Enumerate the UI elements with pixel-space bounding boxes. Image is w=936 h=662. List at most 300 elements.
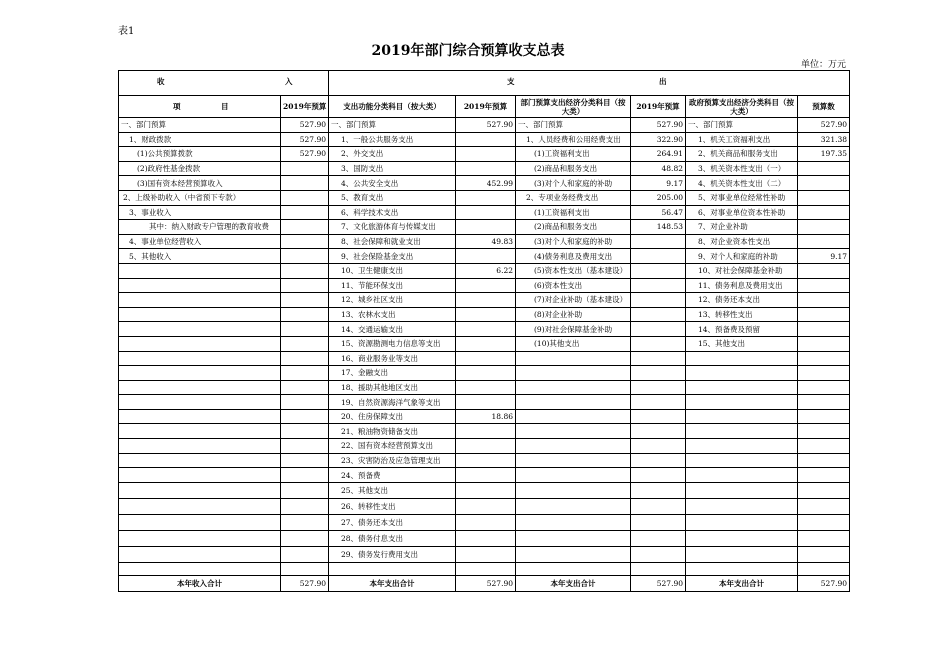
- gov-item: [686, 453, 798, 468]
- func-budget: [456, 546, 516, 562]
- dept-budget: [631, 249, 686, 264]
- func-item: 16、商业服务业等支出: [329, 351, 456, 366]
- func-item: 29、债务发行费用支出: [329, 546, 456, 562]
- gov-item: 2、机关商品和服务支出: [686, 147, 798, 162]
- table-row: [119, 147, 850, 162]
- income-budget: [281, 336, 329, 351]
- func-item: 12、城乡社区支出: [329, 293, 456, 308]
- func-budget: [456, 380, 516, 395]
- total-gov-label: 本年支出合计: [686, 575, 798, 591]
- func-item: 6、科学技术支出: [329, 205, 456, 220]
- income-item: [119, 278, 281, 293]
- income-budget: [281, 498, 329, 514]
- income-item: [119, 409, 281, 424]
- gov-item: [686, 514, 798, 530]
- table-row: [119, 424, 850, 439]
- income-item: 4、事业单位经营收入: [119, 234, 281, 249]
- income-budget: [281, 161, 329, 176]
- dept-budget: 56.47: [631, 205, 686, 220]
- table-row: [119, 351, 850, 366]
- func-item: 21、粮油物资储备支出: [329, 424, 456, 439]
- gov-item: 6、对事业单位资本性补助: [686, 205, 798, 220]
- dept-budget: [631, 234, 686, 249]
- func-item: 8、社会保障和就业支出: [329, 234, 456, 249]
- func-budget: [456, 293, 516, 308]
- income-item: 2、上级补助收入（中省预下专款）: [119, 190, 281, 205]
- total-func-value: 527.90: [456, 575, 516, 591]
- gov-item: 3、机关资本性支出（一）: [686, 161, 798, 176]
- gov-item: [686, 351, 798, 366]
- gov-item: 10、对社会保障基金补助: [686, 263, 798, 278]
- total-income-label: 本年收入合计: [119, 575, 281, 591]
- income-item: [119, 322, 281, 337]
- dept-budget: [631, 351, 686, 366]
- table-row: [119, 293, 850, 308]
- func-budget: [456, 424, 516, 439]
- table-row: [119, 468, 850, 483]
- dept-budget: [631, 366, 686, 381]
- dept-item: (2)商品和服务支出: [516, 161, 631, 176]
- table-row: [119, 546, 850, 562]
- budget-table: [118, 70, 850, 592]
- dept-item: (1)工资福利支出: [516, 205, 631, 220]
- col-func-header: 支出功能分类科目（按大类）: [329, 96, 456, 118]
- dept-budget: [631, 322, 686, 337]
- gov-budget: [798, 482, 850, 498]
- dept-budget: 205.00: [631, 190, 686, 205]
- func-budget: [456, 249, 516, 264]
- dept-item: (4)债务利息及费用支出: [516, 249, 631, 264]
- total-func-label: 本年支出合计: [329, 575, 456, 591]
- func-budget: [456, 322, 516, 337]
- dept-item: (8)对企业补助: [516, 307, 631, 322]
- table-row: [119, 482, 850, 498]
- gov-item: [686, 482, 798, 498]
- dept-item: (2)商品和服务支出: [516, 220, 631, 235]
- income-budget: 527.90: [281, 147, 329, 162]
- func-budget: [456, 205, 516, 220]
- income-item: [119, 453, 281, 468]
- dept-item: [516, 366, 631, 381]
- income-item: [119, 336, 281, 351]
- income-budget: [281, 546, 329, 562]
- gov-item: 11、债务利息及费用支出: [686, 278, 798, 293]
- func-budget: [456, 147, 516, 162]
- dept-budget: [631, 380, 686, 395]
- gov-budget: [798, 366, 850, 381]
- col-dept-econ-header: 部门预算支出经济分类科目（按大类）: [516, 96, 631, 118]
- expense-header: [329, 71, 850, 96]
- dept-budget: [631, 395, 686, 410]
- table-row: [119, 205, 850, 220]
- empty-cell: [456, 562, 516, 575]
- income-item: [119, 380, 281, 395]
- dept-item: 一、部门预算: [516, 118, 631, 133]
- gov-budget: [798, 293, 850, 308]
- dept-item: [516, 424, 631, 439]
- income-budget: [281, 220, 329, 235]
- gov-budget: 527.90: [798, 118, 850, 133]
- income-item: [119, 498, 281, 514]
- func-item: 18、援助其他地区支出: [329, 380, 456, 395]
- gov-budget: [798, 336, 850, 351]
- expense-header-char2: 出: [659, 77, 667, 86]
- dept-item: [516, 453, 631, 468]
- table-row: [119, 336, 850, 351]
- dept-budget: [631, 482, 686, 498]
- table-row: [119, 220, 850, 235]
- table-row: [119, 498, 850, 514]
- empty-cell: [119, 562, 281, 575]
- func-budget: [456, 190, 516, 205]
- gov-item: 5、对事业单位经常性补助: [686, 190, 798, 205]
- dept-item: (6)资本性支出: [516, 278, 631, 293]
- table-row: [119, 161, 850, 176]
- page-title: 2019年部门综合预算收支总表: [371, 43, 565, 59]
- income-budget: [281, 307, 329, 322]
- income-budget: [281, 424, 329, 439]
- func-budget: [456, 530, 516, 546]
- gov-item: 14、预备费及预留: [686, 322, 798, 337]
- empty-cell: [631, 562, 686, 575]
- empty-cell: [516, 562, 631, 575]
- income-header: [119, 71, 329, 96]
- gov-item: [686, 424, 798, 439]
- table-row: [119, 307, 850, 322]
- income-budget: 527.90: [281, 132, 329, 147]
- income-item: [119, 530, 281, 546]
- table-row: [119, 380, 850, 395]
- func-budget: [456, 395, 516, 410]
- dept-budget: [631, 468, 686, 483]
- func-item: 28、债务付息支出: [329, 530, 456, 546]
- gov-budget: [798, 278, 850, 293]
- dept-item: (3)对个人和家庭的补助: [516, 234, 631, 249]
- gov-item: 13、转移性支出: [686, 307, 798, 322]
- table-row: [119, 176, 850, 191]
- income-item: [119, 439, 281, 454]
- func-budget: 49.83: [456, 234, 516, 249]
- income-item: (3)国有资本经营预算收入: [119, 176, 281, 191]
- gov-budget: [798, 468, 850, 483]
- income-budget: [281, 190, 329, 205]
- gov-item: [686, 439, 798, 454]
- func-item: 26、转移性支出: [329, 498, 456, 514]
- gov-item: 4、机关资本性支出（二）: [686, 176, 798, 191]
- expense-header-char1: 支: [507, 77, 515, 86]
- func-item: 20、住房保障支出: [329, 409, 456, 424]
- income-item: [119, 482, 281, 498]
- income-item: 一、部门预算: [119, 118, 281, 133]
- income-item: [119, 514, 281, 530]
- func-budget: [456, 439, 516, 454]
- income-item: (1)公共预算拨款: [119, 147, 281, 162]
- unit-label: 单位：万元: [800, 60, 846, 70]
- func-item: 25、其他支出: [329, 482, 456, 498]
- func-item: 19、自然资源海洋气象等支出: [329, 395, 456, 410]
- dept-item: [516, 409, 631, 424]
- dept-budget: 9.17: [631, 176, 686, 191]
- gov-item: [686, 468, 798, 483]
- dept-budget: [631, 409, 686, 424]
- gov-budget: [798, 439, 850, 454]
- gov-item: 15、其他支出: [686, 336, 798, 351]
- income-budget: [281, 395, 329, 410]
- dept-budget: 322.90: [631, 132, 686, 147]
- gov-budget: [798, 409, 850, 424]
- gov-budget: [798, 351, 850, 366]
- empty-cell: [329, 562, 456, 575]
- spacer-row: [119, 562, 850, 575]
- gov-budget: [798, 176, 850, 191]
- dept-budget: [631, 336, 686, 351]
- func-item: 10、卫生健康支出: [329, 263, 456, 278]
- dept-item: [516, 439, 631, 454]
- func-budget: [456, 366, 516, 381]
- empty-cell: [686, 562, 798, 575]
- table-row: [119, 132, 850, 147]
- func-budget: 18.86: [456, 409, 516, 424]
- func-item: 4、公共安全支出: [329, 176, 456, 191]
- col-budget-gov-header: 预算数: [798, 96, 850, 118]
- gov-item: 8、对企业资本性支出: [686, 234, 798, 249]
- func-item: 9、社会保险基金支出: [329, 249, 456, 264]
- dept-budget: 527.90: [631, 118, 686, 133]
- income-budget: [281, 453, 329, 468]
- func-budget: [456, 351, 516, 366]
- dept-budget: [631, 530, 686, 546]
- dept-item: [516, 468, 631, 483]
- income-item: 5、其他收入: [119, 249, 281, 264]
- gov-item: [686, 498, 798, 514]
- gov-budget: 321.38: [798, 132, 850, 147]
- dept-item: (1)工资福利支出: [516, 147, 631, 162]
- gov-item: [686, 409, 798, 424]
- func-item: 17、金融支出: [329, 366, 456, 381]
- gov-budget: [798, 453, 850, 468]
- func-item: 13、农林水支出: [329, 307, 456, 322]
- gov-item: 一、部门预算: [686, 118, 798, 133]
- table-tag: 表1: [118, 26, 135, 37]
- dept-budget: [631, 453, 686, 468]
- dept-item: [516, 530, 631, 546]
- func-budget: [456, 514, 516, 530]
- dept-item: [516, 482, 631, 498]
- dept-budget: [631, 293, 686, 308]
- dept-budget: [631, 307, 686, 322]
- table-row: [119, 530, 850, 546]
- func-item: 2、外交支出: [329, 147, 456, 162]
- gov-budget: [798, 546, 850, 562]
- total-gov-value: 527.90: [798, 575, 850, 591]
- gov-budget: [798, 307, 850, 322]
- gov-budget: [798, 220, 850, 235]
- empty-cell: [798, 562, 850, 575]
- totals-row: [119, 575, 850, 591]
- income-budget: [281, 366, 329, 381]
- income-budget: [281, 514, 329, 530]
- dept-budget: 264.91: [631, 147, 686, 162]
- income-budget: [281, 468, 329, 483]
- dept-item: [516, 546, 631, 562]
- gov-item: 1、机关工资福利支出: [686, 132, 798, 147]
- income-budget: [281, 205, 329, 220]
- gov-budget: 197.35: [798, 147, 850, 162]
- gov-budget: [798, 205, 850, 220]
- gov-budget: [798, 424, 850, 439]
- dept-budget: [631, 514, 686, 530]
- income-item: 1、财政拨款: [119, 132, 281, 147]
- dept-item: (9)对社会保障基金补助: [516, 322, 631, 337]
- col-item-char2: 目: [221, 102, 229, 111]
- table-row: [119, 249, 850, 264]
- gov-item: 9、对个人和家庭的补助: [686, 249, 798, 264]
- dept-item: [516, 395, 631, 410]
- income-item: 其中：纳入财政专户管理的教育收费: [119, 220, 281, 235]
- dept-item: [516, 380, 631, 395]
- func-budget: [456, 132, 516, 147]
- income-item: 3、事业收入: [119, 205, 281, 220]
- dept-budget: [631, 278, 686, 293]
- header-row-2: [119, 96, 850, 118]
- income-item: [119, 263, 281, 278]
- income-budget: [281, 278, 329, 293]
- func-item: 5、教育支出: [329, 190, 456, 205]
- income-budget: [281, 409, 329, 424]
- gov-budget: [798, 395, 850, 410]
- func-budget: [456, 220, 516, 235]
- col-budget-dept-header: 2019年预算: [631, 96, 686, 118]
- empty-cell: [281, 562, 329, 575]
- table-row: [119, 439, 850, 454]
- income-item: [119, 307, 281, 322]
- func-item: 24、预备费: [329, 468, 456, 483]
- col-item-header: [119, 96, 281, 118]
- func-item: 22、国有资本经营预算支出: [329, 439, 456, 454]
- func-budget: [456, 453, 516, 468]
- table-row: [119, 234, 850, 249]
- func-item: 14、交通运输支出: [329, 322, 456, 337]
- income-budget: [281, 176, 329, 191]
- income-budget: [281, 439, 329, 454]
- gov-budget: [798, 380, 850, 395]
- func-item: 27、债务还本支出: [329, 514, 456, 530]
- gov-budget: [798, 498, 850, 514]
- income-budget: [281, 380, 329, 395]
- income-budget: [281, 263, 329, 278]
- dept-item: (7)对企业补助（基本建设）: [516, 293, 631, 308]
- table-row: [119, 278, 850, 293]
- func-budget: [456, 468, 516, 483]
- func-budget: 452.99: [456, 176, 516, 191]
- gov-item: [686, 546, 798, 562]
- func-item: 23、灾害防治及应急管理支出: [329, 453, 456, 468]
- income-item: [119, 293, 281, 308]
- income-header-char1: 收: [157, 77, 165, 86]
- func-item: 一、部门预算: [329, 118, 456, 133]
- func-budget: [456, 482, 516, 498]
- table-row: [119, 395, 850, 410]
- col-budget-func-header: 2019年预算: [456, 96, 516, 118]
- gov-item: 7、对企业补助: [686, 220, 798, 235]
- dept-budget: 148.53: [631, 220, 686, 235]
- income-item: [119, 395, 281, 410]
- total-dept-value: 527.90: [631, 575, 686, 591]
- gov-budget: 9.17: [798, 249, 850, 264]
- gov-item: [686, 395, 798, 410]
- dept-item: 2、专项业务经费支出: [516, 190, 631, 205]
- dept-budget: [631, 263, 686, 278]
- total-income-value: 527.90: [281, 575, 329, 591]
- income-item: [119, 351, 281, 366]
- gov-budget: [798, 530, 850, 546]
- total-dept-label: 本年支出合计: [516, 575, 631, 591]
- income-budget: [281, 322, 329, 337]
- gov-budget: [798, 190, 850, 205]
- income-item: [119, 546, 281, 562]
- table-row: [119, 263, 850, 278]
- func-item: 3、国防支出: [329, 161, 456, 176]
- income-budget: [281, 351, 329, 366]
- func-budget: [456, 161, 516, 176]
- dept-budget: [631, 424, 686, 439]
- func-item: 1、一般公共服务支出: [329, 132, 456, 147]
- table-row: [119, 453, 850, 468]
- dept-item: 1、人员经费和公用经费支出: [516, 132, 631, 147]
- gov-budget: [798, 322, 850, 337]
- func-item: 7、文化旅游体育与传媒支出: [329, 220, 456, 235]
- func-budget: 527.90: [456, 118, 516, 133]
- table-row: [119, 118, 850, 133]
- table-row: [119, 190, 850, 205]
- income-budget: [281, 234, 329, 249]
- func-budget: [456, 307, 516, 322]
- col-item-char1: 项: [173, 102, 181, 111]
- income-item: (2)政府性基金拨款: [119, 161, 281, 176]
- col-gov-econ-header: 政府预算支出经济分类科目（按大类）: [686, 96, 798, 118]
- table-row: [119, 409, 850, 424]
- income-budget: 527.90: [281, 118, 329, 133]
- income-header-char2: 入: [285, 77, 293, 86]
- func-budget: [456, 336, 516, 351]
- income-budget: [281, 293, 329, 308]
- gov-item: [686, 366, 798, 381]
- func-item: 11、节能环保支出: [329, 278, 456, 293]
- gov-item: [686, 530, 798, 546]
- income-item: [119, 468, 281, 483]
- table-row: [119, 514, 850, 530]
- table-row: [119, 366, 850, 381]
- func-item: 15、资源勘测电力信息等支出: [329, 336, 456, 351]
- dept-item: (3)对个人和家庭的补助: [516, 176, 631, 191]
- table-row: [119, 322, 850, 337]
- dept-item: [516, 351, 631, 366]
- gov-item: [686, 380, 798, 395]
- gov-budget: [798, 234, 850, 249]
- dept-budget: [631, 439, 686, 454]
- income-item: [119, 424, 281, 439]
- col-budget-income-header: 2019年预算: [281, 96, 329, 118]
- func-budget: 6.22: [456, 263, 516, 278]
- func-budget: [456, 278, 516, 293]
- dept-budget: [631, 546, 686, 562]
- gov-budget: [798, 514, 850, 530]
- dept-item: (5)资本性支出（基本建设）: [516, 263, 631, 278]
- income-budget: [281, 530, 329, 546]
- income-budget: [281, 482, 329, 498]
- func-budget: [456, 498, 516, 514]
- dept-budget: [631, 498, 686, 514]
